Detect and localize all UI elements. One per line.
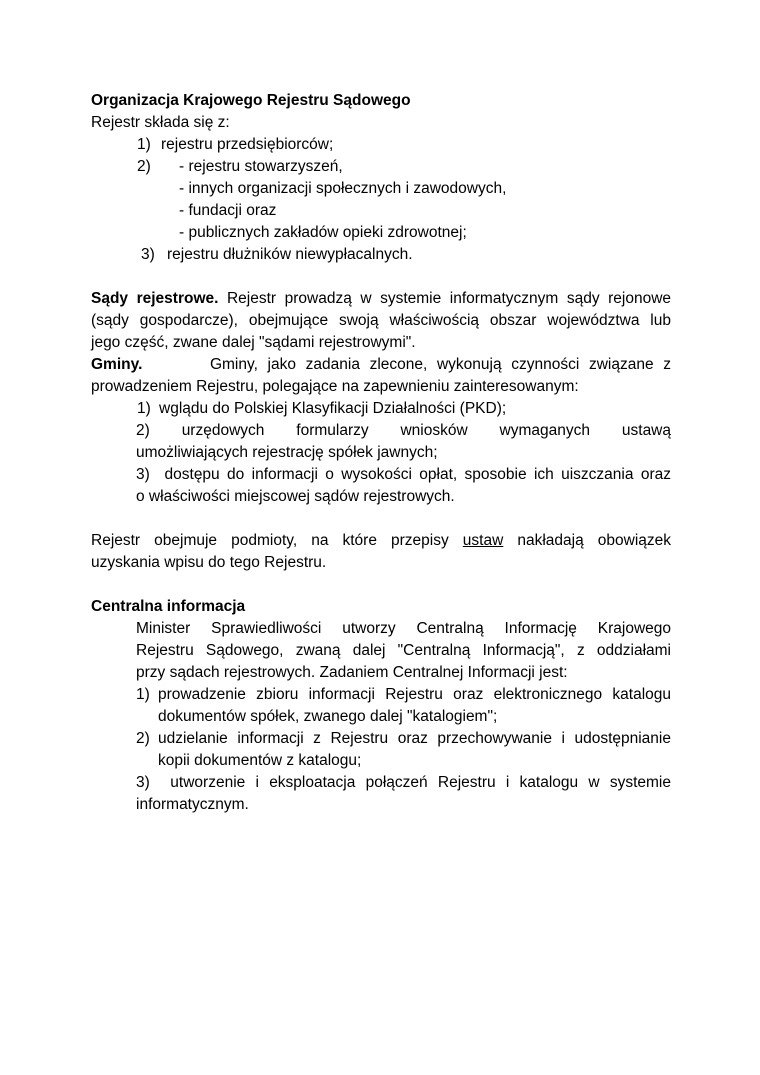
item-text: utworzenie i eksploatacja połączeń Rejestru i katalogu w systemie (170, 774, 671, 791)
item-text: rejestru przedsiębiorców; (161, 136, 334, 153)
item-text: dostępu do informacji o wysokości opłat, sposobie ich uiszczania oraz (164, 466, 671, 483)
item-number: 2) (136, 422, 150, 439)
sub-item: - innych organizacji społecznych i zawodowych, (179, 180, 507, 197)
municipalities-item-3-line2: o właściwości miejscowej sądów rejestrowych. (136, 488, 455, 505)
registry-courts-line2: (sądy gospodarcze), obejmujące swoją właściwością obszar województwa lub (91, 312, 671, 329)
item-number: 3) (136, 774, 150, 791)
registry-item-1 (91, 134, 671, 156)
item-number: 3) (141, 246, 155, 263)
municipalities-item-1 (91, 398, 671, 420)
statutes-link[interactable]: ustaw (462, 532, 504, 549)
item-number: 2) (137, 158, 151, 175)
item-number: 3) (136, 466, 150, 483)
item-number: 1) (137, 136, 151, 153)
central-info-item-1-line2: dokumentów spółek, zwanego dalej "katalogiem"; (158, 708, 498, 725)
scope-line1 (91, 530, 671, 552)
paragraph-text: Gminy, jako zadania zlecone, wykonują czynności związane z (209, 356, 671, 373)
municipalities-item-2-line2: umożliwiających rejestrację spółek jawnych; (136, 444, 438, 461)
registry-intro: Rejestr składa się z: (91, 114, 230, 131)
central-info-line3: przy sądach rejestrowych. Zadaniem Centralnej Informacji jest: (136, 664, 568, 681)
municipalities-item-2-line1 (91, 420, 671, 442)
central-info-item-3-line1 (91, 772, 671, 794)
item-text: urzędowych formularzy wniosków wymaganych ustawą (181, 422, 672, 439)
registry-item-2 (91, 156, 671, 178)
item-text: rejestru dłużników niewypłacalnych. (167, 246, 413, 263)
document-page (91, 90, 671, 816)
registry-item-3 (91, 244, 671, 266)
section-title-central-info: Centralna informacja (91, 598, 246, 615)
registry-courts-line3: jego część, zwane dalej "sądami rejestrowymi". (91, 334, 416, 351)
municipalities-item-3-line1 (91, 464, 671, 486)
central-info-item-2-line1 (91, 728, 671, 750)
municipalities-line1 (91, 354, 671, 376)
section-title-krs: Organizacja Krajowego Rejestru Sądowego (91, 92, 411, 109)
central-info-line1: Minister Sprawiedliwości utworzy Centralną Informację Krajowego (136, 620, 671, 637)
central-info-line2: Rejestru Sądowego, zwaną dalej "Centralną Informacją", z oddziałami (136, 642, 671, 659)
sub-item: - rejestru stowarzyszeń, (179, 158, 343, 175)
item-number: 1) (136, 686, 150, 703)
item-text: udzielanie informacji z Rejestru oraz przechowywanie i udostępnianie (158, 730, 671, 747)
central-info-item-3-line2: informatycznym. (136, 796, 249, 813)
sub-item: - publicznych zakładów opieki zdrowotnej; (179, 224, 467, 241)
item-number: 2) (136, 730, 150, 747)
sub-item: - fundacji oraz (179, 202, 277, 219)
section-title-courts: Sądy rejestrowe. (91, 290, 219, 307)
paragraph-text: Rejestr prowadzą w systemie informatycznym sądy rejonowe (226, 290, 672, 307)
registry-courts-line1 (91, 288, 671, 310)
central-info-item-1-line1 (91, 684, 671, 706)
item-text: wglądu do Polskiej Klasyfikacji Działalności (PKD); (159, 400, 507, 417)
municipalities-line2: prowadzeniem Rejestru, polegające na zapewnieniu zainteresowanym: (91, 378, 579, 395)
section-title-municipalities: Gminy. (91, 356, 143, 373)
central-info-item-2-line2: kopii dokumentów z katalogu; (158, 752, 362, 769)
item-number: 1) (137, 400, 151, 417)
scope-line2: uzyskania wpisu do tego Rejestru. (91, 554, 327, 571)
item-text: prowadzenie zbioru informacji Rejestru oraz elektronicznego katalogu (158, 686, 671, 703)
paragraph-text: nakładają obowiązek (517, 532, 672, 549)
paragraph-text: Rejestr obejmuje podmioty, na które przepisy (91, 532, 449, 549)
